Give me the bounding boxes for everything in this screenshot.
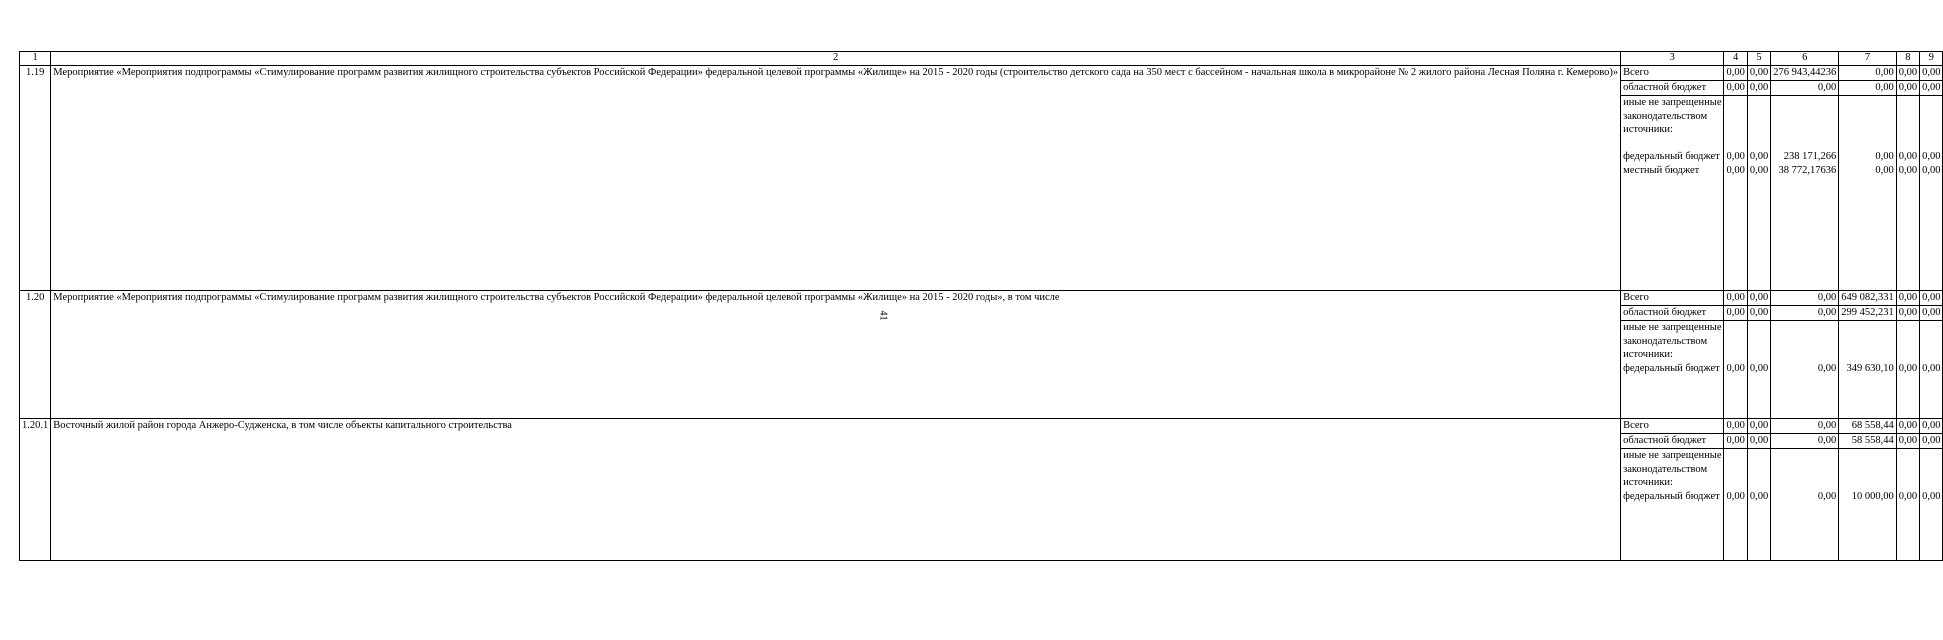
value-cell: 0,00 (1771, 306, 1839, 321)
value-cell: 0,00 (1726, 151, 1745, 163)
value-cell: 0,00 (1771, 434, 1839, 449)
value-stack (1896, 449, 1919, 561)
value-cell: 0,00 (1875, 164, 1894, 176)
page-number: 41 (877, 310, 889, 321)
source-label: источники: (1623, 349, 1673, 361)
value-cell: 0,00 (1839, 66, 1897, 81)
value-stack (1724, 449, 1747, 561)
header-cell: 9 (1920, 52, 1943, 66)
value-cell: 0,00 (1920, 306, 1943, 321)
item-number: 1.19 (20, 66, 51, 291)
value-cell: 0,00 (1771, 291, 1839, 306)
value-stack (1839, 321, 1897, 419)
value-cell: 0,00 (1749, 151, 1769, 163)
value-cell: 0,00 (1724, 81, 1747, 96)
source-label: иные не запрещенные (1623, 450, 1722, 461)
value-cell: 0,00 (1724, 419, 1747, 434)
source-label: областной бюджет (1621, 434, 1724, 449)
header-cell: 6 (1771, 52, 1839, 66)
value-cell: 0,00 (1896, 81, 1919, 96)
source-label: федеральный бюджет (1623, 490, 1720, 502)
source-label: областной бюджет (1621, 81, 1724, 96)
source-label: Всего (1621, 291, 1724, 306)
value-cell: 0,00 (1922, 151, 1941, 163)
value-stack (1724, 321, 1747, 419)
value-cell: 0,00 (1749, 362, 1769, 374)
value-cell: 0,00 (1771, 81, 1839, 96)
value-cell: 0,00 (1747, 291, 1770, 306)
value-cell: 0,00 (1922, 490, 1941, 502)
header-cell: 5 (1747, 52, 1770, 66)
value-stack (1771, 449, 1839, 561)
source-label: федеральный бюджет (1623, 362, 1720, 374)
value-cell: 0,00 (1747, 434, 1770, 449)
value-cell: 299 452,231 (1839, 306, 1897, 321)
source-stack (1621, 96, 1724, 291)
value-stack (1724, 96, 1747, 291)
source-stack (1621, 449, 1724, 561)
value-cell: 0,00 (1726, 362, 1745, 374)
value-cell: 0,00 (1920, 291, 1943, 306)
table-row (20, 66, 1943, 81)
source-label: местный бюджет (1623, 164, 1700, 176)
value-stack (1839, 449, 1897, 561)
value-stack (1747, 449, 1770, 561)
value-cell: 0,00 (1747, 306, 1770, 321)
value-cell: 0,00 (1724, 434, 1747, 449)
source-label: источники: (1623, 124, 1673, 136)
item-description: Мероприятие «Мероприятия подпрограммы «Стимулирование программ развития жилищного строительства субъектов Российской Федерации» федеральной целевой программы «Жилище» на 2015 - 2020 годы», в том числе (51, 291, 1621, 419)
value-cell: 0,00 (1896, 419, 1919, 434)
value-cell: 0,00 (1839, 81, 1897, 96)
value-cell: 10 000,00 (1851, 490, 1894, 502)
source-stack (1621, 321, 1724, 419)
header-cell: 2 (51, 52, 1621, 66)
value-cell: 0,00 (1749, 490, 1769, 502)
value-cell: 0,00 (1922, 362, 1941, 374)
value-cell: 0,00 (1724, 291, 1747, 306)
value-cell: 0,00 (1896, 291, 1919, 306)
header-row (20, 52, 1943, 66)
value-cell: 0,00 (1724, 66, 1747, 81)
value-cell: 0,00 (1817, 362, 1837, 374)
value-cell: 649 082,331 (1839, 291, 1897, 306)
value-cell: 0,00 (1747, 66, 1770, 81)
value-stack (1771, 96, 1839, 291)
budget-document (19, 51, 1943, 561)
value-cell: 0,00 (1747, 81, 1770, 96)
value-stack (1747, 321, 1770, 419)
value-stack (1920, 96, 1943, 291)
source-label: иные не запрещенные (1623, 322, 1722, 333)
value-cell: 0,00 (1749, 164, 1769, 176)
value-cell: 238 171,266 (1783, 151, 1837, 163)
header-cell: 1 (20, 52, 51, 66)
value-cell: 38 772,17636 (1778, 164, 1837, 176)
table-row (20, 291, 1943, 306)
value-cell: 0,00 (1896, 66, 1919, 81)
source-label: источники: (1623, 477, 1673, 489)
value-cell: 0,00 (1920, 434, 1943, 449)
value-cell: 0,00 (1898, 164, 1918, 176)
header-cell: 3 (1621, 52, 1724, 66)
value-cell: 0,00 (1747, 419, 1770, 434)
value-cell: 0,00 (1817, 490, 1837, 502)
value-cell: 0,00 (1726, 490, 1745, 502)
value-cell: 0,00 (1896, 306, 1919, 321)
value-cell: 0,00 (1920, 81, 1943, 96)
header-cell: 4 (1724, 52, 1747, 66)
value-cell: 0,00 (1898, 490, 1918, 502)
value-cell: 0,00 (1875, 151, 1894, 163)
value-stack (1920, 449, 1943, 561)
source-label: законодательством (1623, 463, 1708, 475)
value-cell: 58 558,44 (1839, 434, 1897, 449)
value-cell: 0,00 (1920, 66, 1943, 81)
source-label: областной бюджет (1621, 306, 1724, 321)
table-row (20, 419, 1943, 434)
value-cell: 276 943,44236 (1771, 66, 1839, 81)
item-description: Восточный жилой район города Анжеро-Судженска, в том числе объекты капитального строительства (51, 419, 1621, 561)
value-stack (1896, 321, 1919, 419)
source-label: федеральный бюджет (1623, 151, 1720, 163)
value-cell: 0,00 (1726, 164, 1745, 176)
value-cell: 0,00 (1896, 434, 1919, 449)
value-cell: 349 630,10 (1846, 362, 1894, 374)
value-cell: 0,00 (1898, 151, 1918, 163)
value-cell: 0,00 (1920, 419, 1943, 434)
value-cell: 0,00 (1724, 306, 1747, 321)
value-stack (1896, 96, 1919, 291)
value-stack (1771, 321, 1839, 419)
value-cell: 0,00 (1922, 164, 1941, 176)
value-cell: 68 558,44 (1839, 419, 1897, 434)
value-stack (1747, 96, 1770, 291)
value-cell: 0,00 (1898, 362, 1918, 374)
item-number: 1.20.1 (20, 419, 51, 561)
source-label: Всего (1621, 66, 1724, 81)
item-description: Мероприятие «Мероприятия подпрограммы «Стимулирование программ развития жилищного строительства субъектов Российской Федерации» федеральной целевой программы «Жилище» на 2015 - 2020 годы (строительство детского сада на 350 мест с бассейном - начальная школа в микрорайоне № 2 жилого района Лесная Поляна г. Кемерово)» (51, 66, 1621, 291)
source-label: законодательством (1623, 335, 1708, 347)
source-label: законодательством (1623, 110, 1708, 122)
source-label: иные не запрещенные (1623, 97, 1722, 108)
budget-table (19, 51, 1943, 561)
header-cell: 7 (1839, 52, 1897, 66)
value-stack (1920, 321, 1943, 419)
value-cell: 0,00 (1771, 419, 1839, 434)
item-number: 1.20 (20, 291, 51, 419)
header-cell: 8 (1896, 52, 1919, 66)
value-stack (1839, 96, 1897, 291)
source-label: Всего (1621, 419, 1724, 434)
